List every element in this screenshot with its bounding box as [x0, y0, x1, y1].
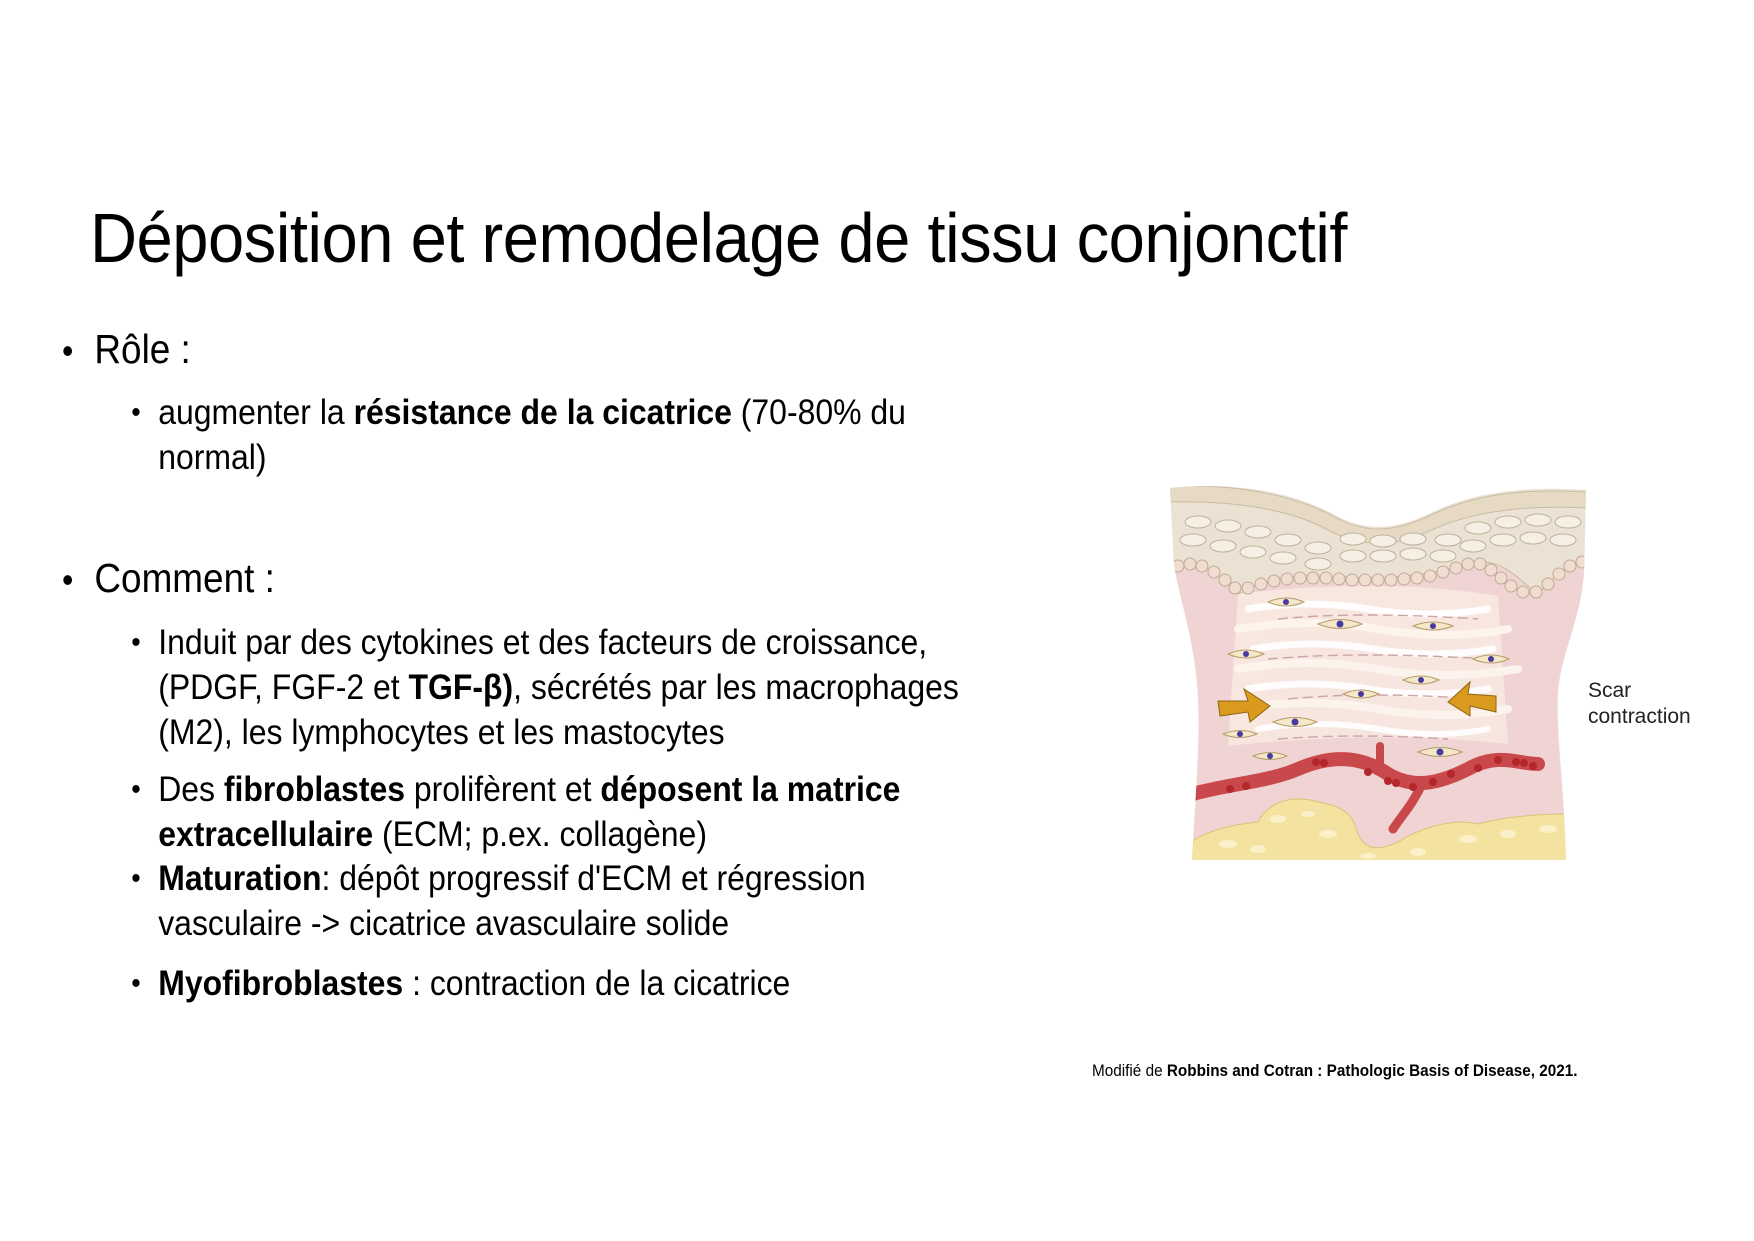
bold-segment: extracellulaire [158, 814, 374, 854]
section-heading: Rôle : [94, 326, 191, 372]
citation-prefix: Modifié de [1092, 1061, 1167, 1080]
scar-contraction-illustration [1168, 484, 1588, 864]
bullet-icon: • [62, 330, 74, 371]
bullet-icon: • [131, 967, 141, 1000]
bullet-comment-heading [62, 553, 275, 605]
bullet-text [158, 856, 1069, 946]
label-line: contraction [1588, 705, 1691, 728]
text-segment: : contraction de la cicatrice [403, 963, 791, 1003]
section-heading: Comment : [94, 555, 275, 601]
text-segment: augmenter la [158, 392, 354, 432]
text-segment: vasculaire -> cicatrice avasculaire solide [158, 903, 730, 943]
text-segment: normal) [158, 437, 267, 477]
label-line: Scar [1588, 679, 1632, 702]
bullet-item [124, 961, 1069, 1006]
text-segment: (ECM; p.ex. collagène) [373, 814, 707, 854]
bold-segment: déposent la matrice [600, 769, 901, 809]
text-segment: : dépôt progressif d'ECM et régression [321, 858, 866, 898]
text-segment: (M2), les lymphocytes et les mastocytes [158, 712, 725, 752]
bold-segment: résistance de la cicatrice [353, 392, 732, 432]
bullet-text [158, 620, 1069, 755]
bullet-item [124, 767, 1069, 857]
slide-title: Déposition et remodelage de tissu conjonctif [90, 199, 1347, 277]
bullet-icon: • [62, 559, 74, 600]
bold-segment: Maturation [158, 858, 322, 898]
bullet-item [124, 856, 1069, 946]
bullet-text [158, 961, 1069, 1006]
citation-source: Robbins and Cotran : Pathologic Basis of Disease, 2021. [1166, 1061, 1578, 1080]
bold-segment: Myofibroblastes [158, 963, 404, 1003]
bullet-item [124, 390, 1069, 480]
bullet-icon: • [131, 396, 141, 429]
bullet-icon: • [131, 862, 141, 895]
bullet-icon: • [131, 773, 141, 806]
bold-segment: TGF-β) [408, 667, 514, 707]
bullet-text [158, 767, 1069, 857]
bullet-text [158, 390, 1069, 480]
text-segment: (70-80% du [731, 392, 906, 432]
bullet-role-heading [62, 324, 191, 376]
bullet-icon: • [131, 626, 141, 659]
text-segment: Des [158, 769, 224, 809]
text-segment: , sécrétés par les macrophages [513, 667, 959, 707]
collagen-fibers-icon [1228, 586, 1518, 746]
text-segment: (PDGF, FGF-2 et [158, 667, 409, 707]
text-segment: Induit par des cytokines et des facteurs de croissance, [158, 622, 928, 662]
bullet-item [124, 620, 1069, 755]
scar-contraction-label [1588, 678, 1691, 730]
text-segment: prolifèrent et [404, 769, 601, 809]
bold-segment: fibroblastes [223, 769, 405, 809]
citation [1092, 1061, 1578, 1081]
